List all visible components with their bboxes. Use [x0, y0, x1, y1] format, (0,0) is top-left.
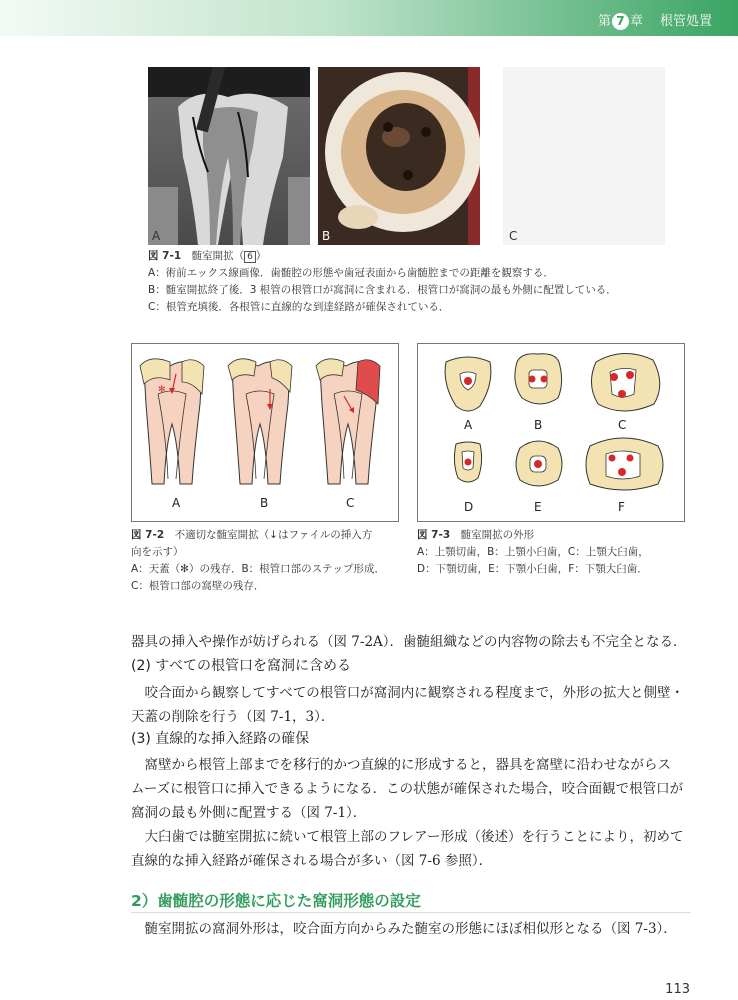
- outline-label-f: F: [618, 500, 625, 514]
- caption-label: 図 7-1: [148, 250, 182, 262]
- figure-7-1-caption: 図 7-1 髄室開拡（ 6 ） A：術前エックス線画像．歯髄腔の形態や歯冠表面から歯髄腔までの距離を観察する． B：髄室開拡終了後．3 根管の根管口が窩洞に含まれる．根管口が窩洞の最も外側に配置している． C：根管充填後．各根管に直線的な到達経路が確保されている．: [148, 248, 708, 316]
- photo-label-b: B: [322, 229, 331, 243]
- chapter-header: [0, 0, 738, 36]
- tooth-section-diagrams: [132, 344, 398, 521]
- tooth-section-a: [140, 359, 204, 484]
- diagram-label-a: A: [172, 496, 181, 510]
- outline-label-a: A: [464, 418, 473, 432]
- caption-line: C：根管充填後．各根管に直線的な到達経路が確保されている．: [148, 301, 450, 313]
- chapter-title: 根管処置: [659, 14, 712, 29]
- figure-7-2-caption: 図 7-2 不適切な髄室開拡（↓はファイルの挿入方 向を示す） A：天蓋（✻）の残存．B：根管口部のステップ形成． C：根管口部の窩壁の残存．: [131, 529, 385, 592]
- tooth-section-c: [316, 359, 380, 484]
- body-paragraph: 窩洞の最も外側に配置する（図 7-1）．: [131, 805, 367, 821]
- body-paragraph: 咬合面から観察してすべての根管口が窩洞内に観察される程度まで，外形の拡大と側壁・: [131, 685, 684, 701]
- page-number: 113: [665, 982, 690, 997]
- xray-image: [148, 67, 310, 245]
- outline-a: [445, 357, 491, 411]
- outline-d: [454, 442, 481, 482]
- outline-label-c: C: [618, 418, 627, 432]
- photo-c-placeholder: [503, 67, 665, 245]
- outline-f: [586, 438, 663, 490]
- chapter-number-badge: 7: [612, 13, 629, 30]
- photo-label-a: A: [152, 229, 161, 243]
- subheading-3: (3) 直線的な挿入経路の確保: [131, 731, 310, 747]
- xray-photo-a: [148, 67, 310, 245]
- body-paragraph: 大臼歯では髄室開拡に続いて根管上部のフレアー形成（後述）を行うことにより，初めて: [131, 829, 684, 845]
- subheading-2: (2) すべての根管口を窩洞に含める: [131, 658, 352, 674]
- tooth-section-b: [228, 359, 292, 484]
- outline-e: [516, 441, 562, 486]
- outline-label-e: E: [534, 500, 542, 514]
- body-paragraph: 窩壁から根管上部までを移行的かつ直線的に形成すると，器具を窩壁に沿わせながらス: [131, 757, 671, 773]
- figure-7-2-panel: [131, 343, 399, 522]
- outline-c: [591, 353, 659, 411]
- figure-7-3-panel: [417, 343, 685, 522]
- body-paragraph: ムーズに根管口に挿入できるようになる．この状態が確保された場合，咬合面観で根管口が: [131, 781, 684, 797]
- diagram-label-c: C: [346, 496, 355, 510]
- svg-text:✻: ✻: [158, 385, 166, 395]
- section-heading: 2）歯髄腔の形態に応じた窩洞形態の設定: [131, 892, 421, 910]
- photo-label-c: C: [509, 229, 518, 243]
- access-outline-diagrams: [418, 344, 684, 521]
- caption-label: 図 7-2: [131, 529, 165, 541]
- clinical-photo-b: [318, 67, 480, 245]
- occlusal-photo: [318, 67, 480, 245]
- body-paragraph: 器具の挿入や操作が妨げられる（図 7-2A）．歯髄組織などの内容物の除去も不完全となる．: [131, 634, 687, 650]
- diagram-label-b: B: [260, 496, 269, 510]
- caption-line: B：髄室開拡終了後．3 根管の根管口が窩洞に含まれる．根管口が窩洞の最も外側に配置している．: [148, 284, 617, 296]
- chapter-indicator: 第 7 章: [597, 14, 643, 29]
- outline-b: [515, 354, 562, 404]
- caption-label: 図 7-3: [417, 529, 451, 541]
- outline-label-d: D: [464, 500, 474, 514]
- body-paragraph: 髄室開拡の窩洞外形は，咬合面方向からみた髄室の形態にほぼ相似形となる（図 7-3）．: [131, 921, 677, 937]
- body-paragraph: 直線的な挿入経路が確保される場合が多い（図 7-6 参照）．: [131, 853, 493, 869]
- outline-label-b: B: [534, 418, 543, 432]
- caption-line: A：術前エックス線画像．歯髄腔の形態や歯冠表面から歯髄腔までの距離を観察する．: [148, 267, 554, 279]
- body-paragraph: 天蓋の削除を行う（図 7-1，3）．: [131, 709, 335, 725]
- section-divider: [131, 912, 691, 913]
- video-ref-icon: 6: [244, 251, 256, 263]
- figure-7-3-caption: 図 7-3 髄室開拡の外形 A：上顎切歯，B：上顎小臼歯，C：上顎大臼歯， D：下顎切歯，E：下顎小臼歯，F：下顎大臼歯．: [417, 529, 649, 575]
